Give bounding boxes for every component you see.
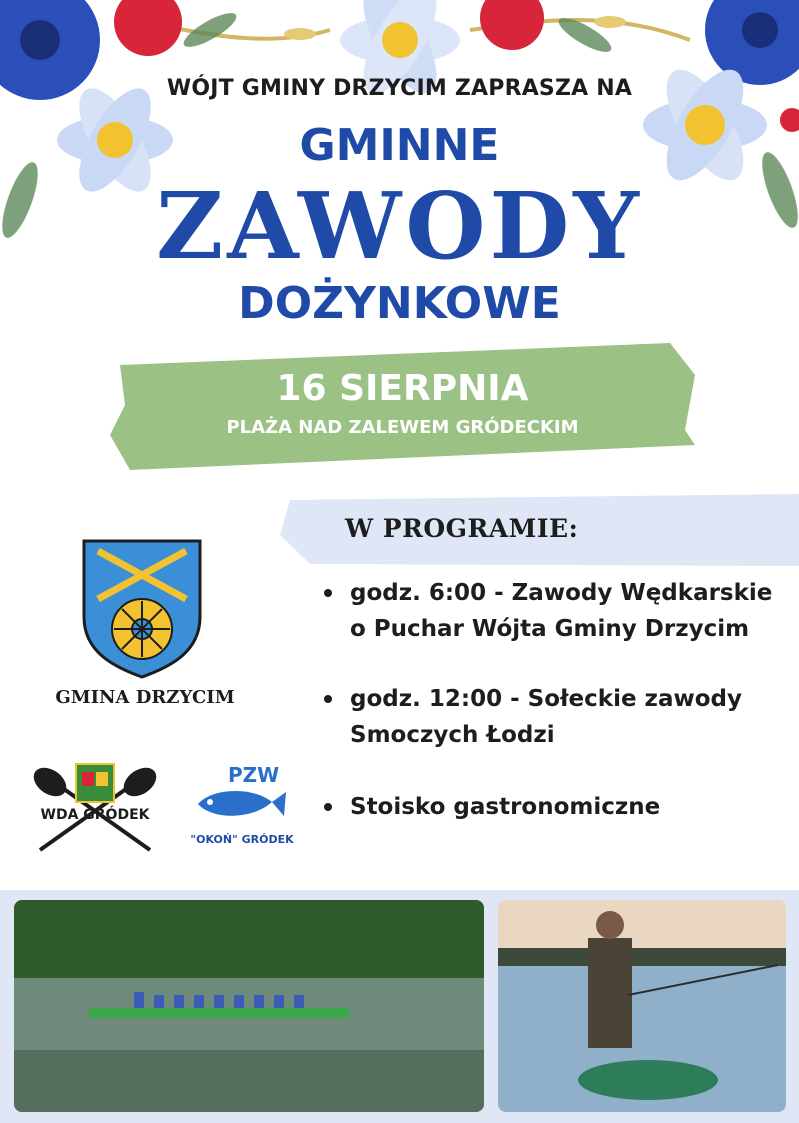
gmina-label: GMINA DRZYCIM [55,687,235,708]
event-venue: PLAŻA NAD ZALEWEM GRÓDECKIM [226,417,579,438]
bullet-icon [324,589,332,597]
program-item-line: Smoczych Łodzi [350,722,555,748]
fisherman-photo [498,900,786,1112]
bullet-icon [324,695,332,703]
bullet-icon [324,803,332,811]
wda-label: WDA GRÓDEK [40,807,150,823]
title-zawody: ZAWODY [156,172,643,280]
title-gminne: GMINNE [299,120,500,171]
program-list [320,575,790,825]
program-item-line: Stoisko gastronomiczne [350,794,661,820]
program-item-line: godz. 12:00 - Sołeckie zawody [350,686,742,712]
dragon-boat-photo [14,900,484,1112]
fish-icon [192,758,287,834]
program-title: W PROGRAMIE: [345,514,579,543]
pzw-label: "OKOŃ" GRÓDEK [190,833,294,846]
program-item [320,681,790,753]
program-item [320,789,790,825]
program-item [320,575,790,647]
coat-of-arms-icon [80,537,204,679]
program-item-line: godz. 6:00 - Zawody Wędkarskie [350,580,773,606]
invitation-line: WÓJT GMINY DRZYCIM ZAPRASZA NA [166,76,633,101]
program-item-line: o Puchar Wójta Gminy Drzycim [350,616,750,642]
title-dozynkowe: DOŻYNKOWE [238,278,561,329]
pzw-mark: PZW [228,763,280,787]
event-date: 16 SIERPNIA [276,368,529,409]
